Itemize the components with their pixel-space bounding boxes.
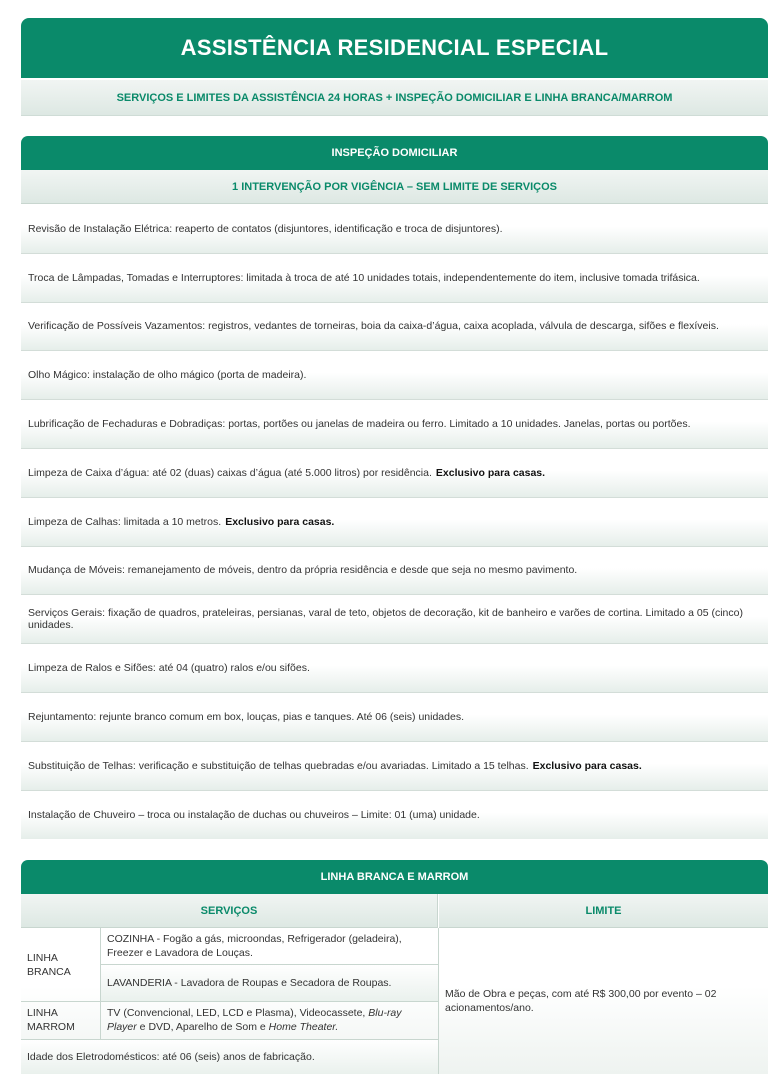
list-item (21, 547, 768, 596)
limite-cell: Mão de Obra e peças, com até R$ 300,00 por evento – 02 acionamentos/ano. (445, 988, 717, 1014)
list-item (21, 742, 768, 791)
list-item (21, 693, 768, 742)
list-item (21, 449, 768, 498)
list-item (21, 205, 768, 254)
list-item (21, 791, 768, 840)
item-note: Exclusivo para casas. (532, 759, 642, 772)
page-subtitle: SERVIÇOS E LIMITES DA ASSISTÊNCIA 24 HORAS + INSPEÇÃO DOMICILIAR E LINHA BRANCA/MARROM (21, 80, 768, 116)
item-text: Troca de Lâmpadas, Tomadas e Interruptores: limitada à troca de até 10 unidades totais, independentemente do item, inclusive tomada trifásica. (28, 271, 700, 284)
inspecao-list (21, 205, 768, 839)
item-text: Limpeza de Caixa d’água: até 02 (duas) caixas d’água (até 5.000 litros) por residência. (28, 466, 432, 479)
tv-text: TV (Convencional, LED, LCD e Plasma), Videocassete, (107, 1007, 369, 1019)
linha-branca-label: LINHA BRANCA (21, 928, 101, 1002)
item-text: Lubrificação de Fechaduras e Dobradiças: portas, portões ou janelas de madeira ou ferro. Limitado a 10 unidades. Janelas, portas ou portões. (28, 418, 691, 431)
item-text: Limpeza de Calhas: limitada a 10 metros. (28, 515, 222, 528)
item-text: Substituição de Telhas: verificação e substituição de telhas quebradas e/ou avariadas. Limitado a 15 telhas. (28, 759, 529, 772)
inspecao-subheader: 1 INTERVENÇÃO POR VIGÊNCIA – SEM LIMITE DE SERVIÇOS (21, 170, 768, 204)
col-limite-header: LIMITE (439, 894, 768, 928)
item-text: Instalação de Chuveiro – troca ou instalação de duchas ou chuveiros – Limite: 01 (uma) unidade. (28, 808, 480, 821)
item-text: Olho Mágico: instalação de olho mágico (porta de madeira). (28, 369, 307, 382)
tv-text-2: e DVD, Aparelho de Som e (136, 1021, 269, 1033)
idade-cell: Idade dos Eletrodomésticos: até 06 (seis) anos de fabricação. (21, 1040, 439, 1074)
item-text: Mudança de Móveis: remanejamento de móveis, dentro da própria residência e desde que seja no mesmo pavimento. (28, 564, 578, 577)
item-note: Exclusivo para casas. (225, 515, 335, 528)
item-text: Revisão de Instalação Elétrica: reaperto de contatos (disjuntores, identificação e troca de disjuntores). (28, 222, 503, 235)
list-item (21, 595, 768, 644)
list-item (21, 400, 768, 449)
linha-marrom-cell (101, 1002, 439, 1040)
item-text: Limpeza de Ralos e Sifões: até 04 (quatro) ralos e/ou sifões. (28, 662, 310, 675)
list-item (21, 644, 768, 693)
inspecao-header: INSPEÇÃO DOMICILIAR (21, 136, 768, 170)
lavanderia-cell: LAVANDERIA - Lavadora de Roupas e Secadora de Roupas. (101, 965, 439, 1002)
cozinha-cell: COZINHA - Fogão a gás, microondas, Refrigerador (geladeira), Freezer e Lavadora de Louças. (101, 928, 439, 965)
linha-marrom-label: LINHA MARROM (21, 1002, 101, 1040)
list-item (21, 498, 768, 547)
list-item (21, 254, 768, 303)
linha-header: LINHA BRANCA E MARROM (21, 860, 768, 894)
item-note: Exclusivo para casas. (435, 466, 546, 479)
tv-italic-bluray: Blu-ray Player (107, 1007, 402, 1033)
item-text: Verificação de Possíveis Vazamentos: registros, vedantes de torneiras, boia da caixa-d’água, caixa acoplada, válvula de descarga, sifões e flexíveis. (28, 320, 719, 333)
tv-italic-home: Home Theater. (268, 1021, 339, 1033)
item-text: Serviços Gerais: fixação de quadros, prateleiras, persianas, varal de teto, objetos de decoração, kit de banheiro e varões de cortina. Limitado a 05 (cinco) unidades. (28, 607, 743, 632)
col-servicos-header: SERVIÇOS (21, 894, 438, 928)
item-text: Rejuntamento: rejunte branco comum em box, louças, pias e tanques. Até 06 (seis) unidades. (28, 710, 464, 723)
page-title: ASSISTÊNCIA RESIDENCIAL ESPECIAL (21, 18, 768, 78)
list-item (21, 303, 768, 352)
list-item (21, 351, 768, 400)
